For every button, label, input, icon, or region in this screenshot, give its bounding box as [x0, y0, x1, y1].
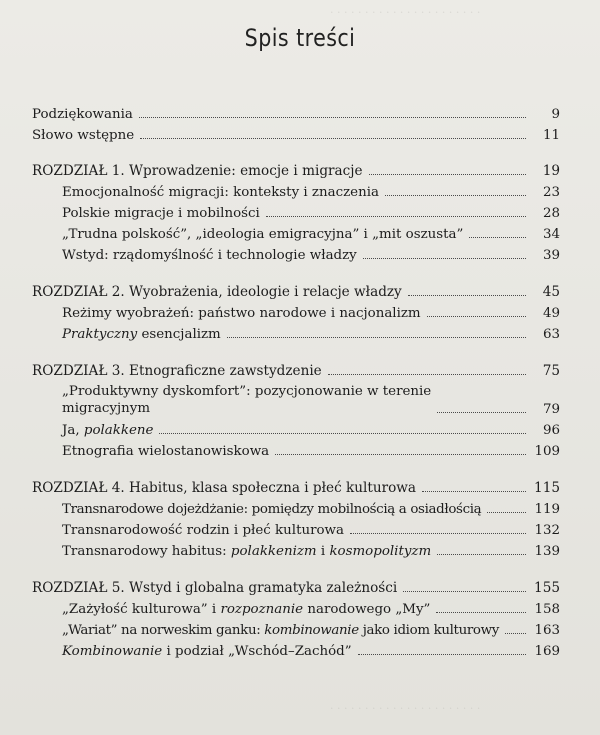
- chapter-label: ROZDZIAŁ 1. Wprowadzenie: emocje i migracje: [32, 163, 363, 179]
- dot-leader: [427, 315, 526, 317]
- dot-leader: [437, 553, 526, 555]
- page-title: Spis treści: [244, 24, 356, 52]
- dot-leader: [266, 215, 526, 217]
- toc-subentry[interactable]: [32, 517, 560, 538]
- label-text: „Wariat” na norweskim ganku:: [62, 623, 265, 638]
- section-gap: [32, 559, 560, 575]
- entry-page-number: 158: [534, 602, 560, 617]
- toc-subentry[interactable]: [32, 200, 560, 221]
- entry-label: [62, 644, 352, 659]
- entry-label: Słowo wstępne: [32, 128, 135, 143]
- entry-label: Transnarodowość rodzin i płeć kulturowa: [62, 523, 344, 538]
- toc-subentry[interactable]: [32, 417, 560, 438]
- toc-subentry[interactable]: [32, 242, 560, 263]
- chapter-label: ROZDZIAŁ 2. Wyobrażenia, ideologie i relacje władzy: [32, 284, 402, 300]
- toc-entry[interactable]: [32, 122, 560, 143]
- dot-leader: [487, 511, 526, 513]
- table-of-contents: [32, 101, 560, 659]
- entry-page-number: 49: [542, 306, 560, 321]
- toc-subentry[interactable]: [32, 438, 560, 459]
- toc-subentry[interactable]: [32, 321, 560, 342]
- toc-entry[interactable]: [32, 101, 560, 122]
- toc-subentry[interactable]: [32, 496, 560, 517]
- toc-chapter-entry[interactable]: [32, 475, 560, 496]
- dot-leader: [227, 336, 526, 338]
- label-text: jako idiom kulturowy: [358, 623, 499, 638]
- dot-leader: [369, 173, 526, 175]
- dot-leader: [505, 632, 526, 634]
- italic-term: Praktyczny: [62, 327, 138, 342]
- entry-page-number: 63: [542, 327, 560, 342]
- italic-term: Kombinowanie: [62, 644, 163, 659]
- dot-leader: [469, 236, 526, 238]
- entry-label: Etnografia wielostanowiskowa: [62, 444, 270, 459]
- entry-page-number: 23: [542, 185, 560, 200]
- dot-leader: [408, 294, 526, 296]
- label-text: i podział „Wschód–Zachód”: [162, 644, 352, 659]
- entry-page-number: 79: [542, 402, 560, 417]
- toc-subentry[interactable]: [32, 638, 560, 659]
- entry-page-number: 163: [534, 623, 560, 638]
- toc-subentry[interactable]: [32, 379, 560, 417]
- toc-subentry[interactable]: [32, 221, 560, 242]
- label-text: narodowego „My”: [303, 602, 431, 617]
- label-text: esencjalizm: [137, 327, 221, 342]
- entry-page-number: 139: [534, 544, 560, 559]
- entry-page-number: 155: [534, 580, 560, 596]
- entry-label: „Trudna polskość”, „ideologia emigracyjna” i „mit oszusta”: [62, 227, 464, 242]
- entry-label: Emocjonalność migracji: konteksty i znaczenia: [62, 185, 379, 200]
- toc-subentry[interactable]: [32, 538, 560, 559]
- dot-leader: [328, 373, 526, 375]
- toc-subentry[interactable]: [32, 179, 560, 200]
- italic-term: rozpoznanie: [220, 602, 304, 617]
- section-gap: [32, 459, 560, 475]
- entry-label: [62, 623, 499, 638]
- entry-label: Polskie migracje i mobilności: [62, 206, 260, 221]
- show-through-text-bottom: · · · · · · · · · · · · · · · · · · · · · ·: [330, 702, 481, 715]
- entry-page-number: 119: [534, 502, 560, 517]
- toc-chapter-entry[interactable]: [32, 158, 560, 179]
- entry-page-number: 132: [534, 523, 560, 538]
- entry-page-number: 45: [542, 284, 560, 300]
- dot-leader: [350, 532, 526, 534]
- italic-term: polakkene: [83, 423, 154, 438]
- dot-leader: [275, 453, 526, 455]
- entry-page-number: 115: [534, 480, 560, 496]
- entry-label: [62, 423, 153, 438]
- show-through-text-top: · · · · · · · · · · · · · · · · · · · · · ·: [330, 6, 481, 19]
- chapter-label: ROZDZIAŁ 4. Habitus, klasa społeczna i płeć kulturowa: [32, 480, 417, 496]
- entry-label: Transnarodowe dojeżdżanie: pomiędzy mobilnością a osiadłością: [62, 502, 482, 517]
- entry-page-number: 9: [551, 107, 560, 122]
- chapter-label: ROZDZIAŁ 5. Wstyd i globalna gramatyka zależności: [32, 580, 398, 596]
- entry-label: [62, 544, 431, 559]
- dot-leader: [159, 432, 526, 434]
- entry-page-number: 11: [542, 128, 560, 143]
- toc-subentry[interactable]: [32, 300, 560, 321]
- dot-leader: [436, 611, 526, 613]
- chapter-label: ROZDZIAŁ 3. Etnograficzne zawstydzenie: [32, 363, 322, 379]
- dot-leader: [139, 116, 526, 118]
- entry-label-line-2: migracyjnym: [62, 401, 151, 416]
- entry-page-number: 169: [534, 644, 560, 659]
- toc-subentry[interactable]: [32, 617, 560, 638]
- label-text: Transnarodowy habitus:: [62, 544, 231, 559]
- toc-chapter-entry[interactable]: [32, 279, 560, 300]
- entry-label: [62, 383, 431, 417]
- entry-label: Reżimy wyobrażeń: państwo narodowe i nacjonalizm: [62, 306, 421, 321]
- section-gap: [32, 263, 560, 279]
- toc-subentry[interactable]: [32, 596, 560, 617]
- toc-chapter-entry[interactable]: [32, 358, 560, 379]
- entry-label: [62, 327, 221, 342]
- entry-page-number: 28: [542, 206, 560, 221]
- italic-term: kombinowanie: [264, 623, 359, 638]
- entry-label-line-1: „Produktywny dyskomfort”: pozycjonowanie w terenie: [62, 384, 432, 399]
- dot-leader: [403, 590, 526, 592]
- italic-term: kosmopolityzm: [329, 544, 432, 559]
- entry-label: Podziękowania: [32, 107, 133, 122]
- dot-leader: [385, 194, 526, 196]
- entry-page-number: 19: [542, 163, 560, 179]
- section-gap: [32, 143, 560, 158]
- dot-leader: [363, 257, 526, 259]
- dot-leader: [422, 490, 526, 492]
- section-gap: [32, 342, 560, 358]
- entry-page-number: 109: [534, 444, 560, 459]
- entry-page-number: 39: [542, 248, 560, 263]
- label-text: i: [316, 544, 330, 559]
- dot-leader: [437, 411, 526, 413]
- dot-leader: [358, 653, 526, 655]
- dot-leader: [140, 137, 526, 139]
- entry-page-number: 96: [542, 423, 560, 438]
- entry-label: [62, 602, 430, 617]
- label-text: „Zażyłość kulturowa” i: [62, 602, 221, 617]
- label-text: Ja,: [62, 423, 84, 438]
- entry-page-number: 34: [542, 227, 560, 242]
- entry-label: Wstyd: rządomyślność i technologie władzy: [62, 248, 357, 263]
- italic-term: polakkenizm: [230, 544, 317, 559]
- toc-chapter-entry[interactable]: [32, 575, 560, 596]
- entry-page-number: 75: [542, 363, 560, 379]
